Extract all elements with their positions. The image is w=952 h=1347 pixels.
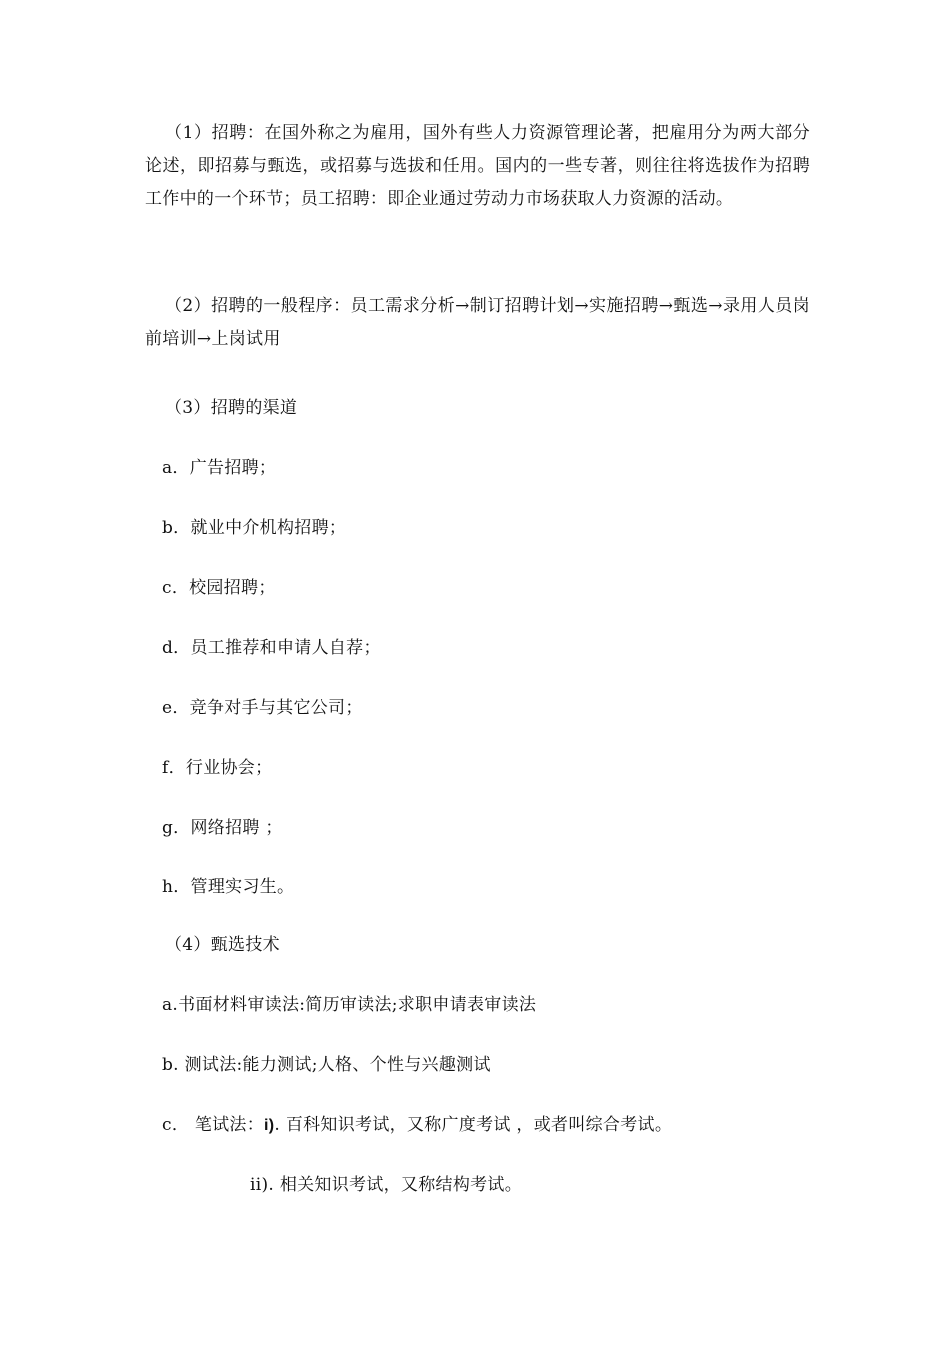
method-c-roman-numeral: i) [264,1117,275,1134]
list-item-channel-g: g．网络招聘 ； [162,818,283,838]
method-c-text: . 百科知识考试，又称广度考试 ，或者叫综合考试。 [274,1115,673,1135]
list-item-channel-h: h．管理实习生。 [162,877,295,897]
list-item-channel-a: a．广告招聘； [162,458,277,478]
paragraph-recruitment-procedure: （2）招聘的一般程序：员工需求分析→制订招聘计划→实施招聘→甄选→录用人员岗前培训→上岗试用 [145,296,810,349]
list-item-method-c [162,1110,672,1135]
list-item-method-a: a.书面材料审读法:简历审读法;求职申请表审读法 [162,995,537,1015]
list-subitem-method-c-ii: ii). 相关知识考试，又称结构考试。 [250,1175,523,1195]
list-item-channel-e: e．竞争对手与其它公司； [162,698,363,718]
paragraph-recruitment-definition: （1）招聘：在国外称之为雇用，国外有些人力资源管理论著，把雇用分为两大部分论述，即招募与甄选，或招募与选拔和任用。国内的一些专著，则往往将选拔作为招聘工作中的一个环节；员工招聘：即企业通过劳动力市场获取人力资源的活动。 [145,123,810,209]
list-item-channel-c: c．校园招聘； [162,578,276,598]
method-c-prefix: c． 笔试法： [162,1115,265,1135]
list-item-channel-d: d．员工推荐和申请人自荐； [162,638,381,658]
heading-recruitment-channels: （3）招聘的渠道 [165,398,298,418]
heading-selection-techniques: （4）甄选技术 [165,935,280,955]
list-item-channel-f: f．行业协会； [162,758,273,778]
list-item-method-b: b. 测试法:能力测试;人格、个性与兴趣测试 [162,1055,491,1075]
list-item-channel-b: b．就业中介机构招聘； [162,518,347,538]
